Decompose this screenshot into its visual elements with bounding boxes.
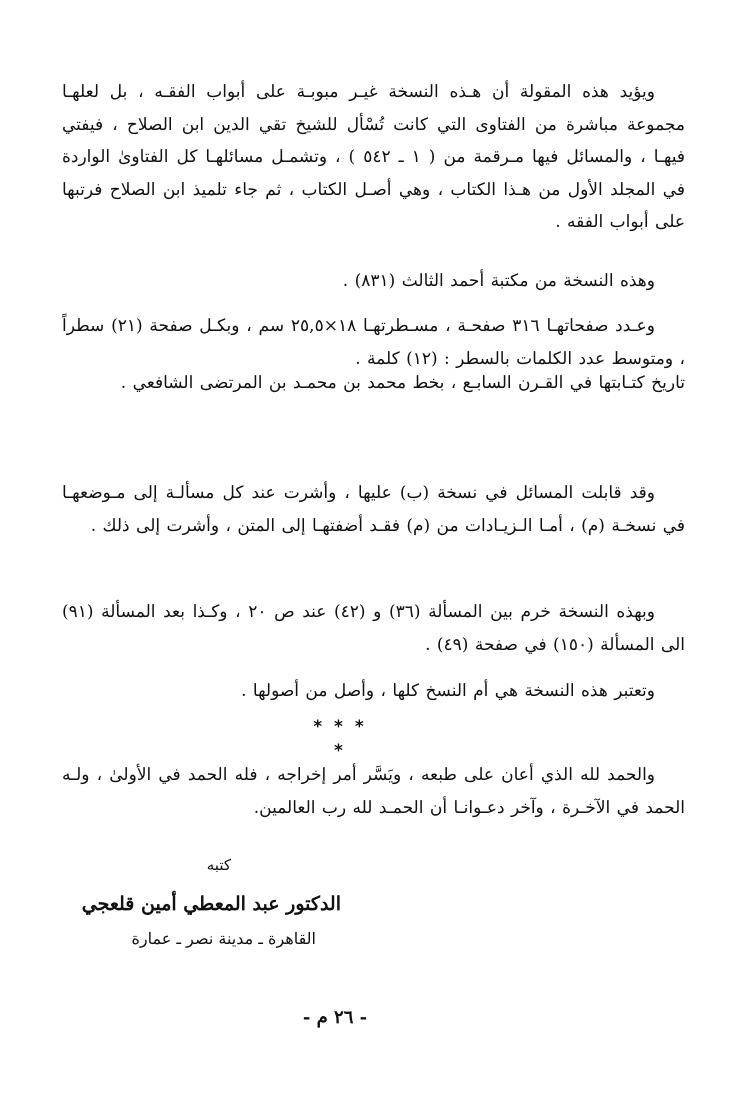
author-location: القاهرة ـ مدينة نصر ـ عمارة xyxy=(131,929,316,948)
page-number: - ٢٦ م - xyxy=(302,1007,368,1028)
paragraph-closing-praise: والحمد لله الذي أعان على طبعه ، ويَسَّر أمر إخراجه ، فله الحمد في الأولىٰ ، ولـه الحمد في الآخـرة ، وآخر دعـوانـا أن الحمـد لله رب العالمين. xyxy=(62,765,685,818)
author-name: الدكتور عبد المعطي أمين قلعجي xyxy=(81,893,341,915)
paragraph-collation: وقد قابلت المسائل في نسخة (ب) عليها ، وأشرت عند كل مسألـة إلى مـوضعهـا في نسخـة (م) ، أمـا الـزيـادات من (م) فقـد أضفتهـا إلى المتن ، وأشرت إلى ذلك . xyxy=(62,483,685,536)
paragraph-page-count: وعـدد صفحاتهـا ٣١٦ صفحـة ، مسـطرتهـا ١٨×٢٥,٥ سم ، وبكـل صفحة (٢١) سطراً ، ومتوسط عدد الكلمات بالسطر : (١٢) كلمة . xyxy=(62,316,685,369)
paragraph-writing-date: تاريخ كتـابتها في القـرن السابـع ، بخط محمد بن محمـد بن المرتضى الشافعي . xyxy=(120,373,685,393)
paragraph-gaps: وبهذه النسخة خرم بين المسألة (٣٦) و (٤٢) عند ص ٢٠ ، وكـذا بعد المسألة (٩١) الى المسألة (١٥٠) في صفحة (٤٩) . xyxy=(62,602,685,655)
paragraph-manuscript-description: ويؤيد هذه المقولة أن هـذه النسخة غيـر مبوبـة على أبواب الفقـه ، بل لعلهـا مجموعة مباشرة من الفتاوى التي كانت تُسْأل للشيخ تقي الدين ابن الصلاح ، فيفتي فيهـا ، والمسائل فيها مـرقمة من ( ١ ـ ٥٤٢ ) ، وتشمـل مسائلهـا كل الفتاوىٰ الواردة في المجلد الأول من هـذا الكتاب ، وهي أصـل الكتاب ، ثم جاء تلميذ ابن الصلاح فرتبها على أبواب الفقه . xyxy=(62,82,685,232)
signature-label: كتبه xyxy=(206,856,231,874)
section-separator: * * * * xyxy=(313,717,367,761)
paragraph-manuscript-source: وهذه النسخة من مكتبة أحمد الثالث (٨٣١) . xyxy=(342,271,655,291)
paragraph-mother-copy: وتعتبر هذه النسخة هي أم النسخ كلها ، وأصل من أصولها . xyxy=(241,681,655,701)
